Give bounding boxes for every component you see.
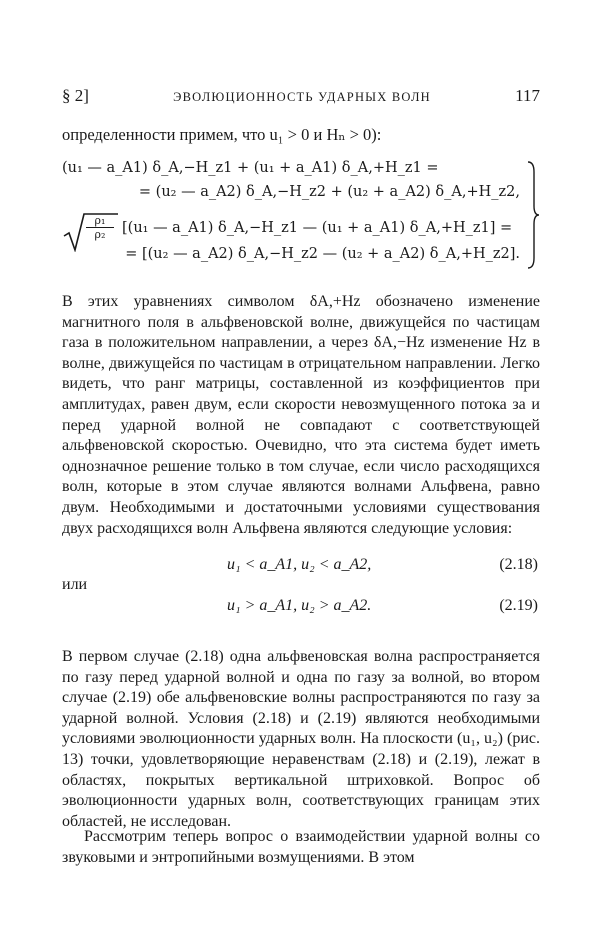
ratio-denominator: ρ₂ — [94, 228, 106, 241]
system-row-4: = [(u₂ — a_A2) δ_A,−H_z2 — (u₂ + a_A2) δ_A,+H_z2]. — [125, 246, 520, 262]
equation-2-18 — [62, 556, 540, 578]
system-row-3: [(u₁ — a_A1) δ_A,−H_z1 — (u₁ + a_A1) δ_A,+H_z1] = — [122, 220, 513, 236]
running-title: ЭВОЛЮЦИОННОСТЬ УДАРНЫХ ВОЛН — [173, 90, 431, 104]
equation-2-18-body: u₁ < a_A1, u₂ < a_A2, — [227, 556, 372, 573]
system-row-1: (u₁ — a_A1) δ_A,−H_z1 + (u₁ + a_A1) δ_A,+H_z1 = — [62, 160, 439, 176]
equation-2-19-number: (2.19) — [499, 597, 538, 614]
equation-2-19 — [62, 597, 540, 619]
running-header — [62, 86, 540, 106]
connector-word: или — [62, 576, 88, 593]
density-ratio — [86, 214, 114, 241]
equation-2-18-number: (2.18) — [499, 556, 538, 573]
right-brace — [526, 160, 540, 270]
lead-line: определенности примем, что u₁ > 0 и Hₙ > 0): — [62, 125, 382, 144]
section-mark: § 2] — [62, 86, 89, 105]
paragraph-2: В первом случае (2.18) одна альфвеновская волна распространяется по газу перед ударной волной и одна по газу за волной, во втором случае (2.19) обе альфвеновские волны распространяются по газу за ударной волной. Условия (2.18) и (2.19) являются необходимыми условиями эволюционности ударных волн. На плоскости (u₁, u₂) (рис. 13) точки, удовлетворяющие неравенствам (2.18) и (2.19), лежат в областях, покрытых вертикальной штриховкой. Вопрос об эволюционности ударных волн, соответствующих границам этих областей, не исследован. — [62, 648, 540, 830]
equation-system — [62, 160, 540, 272]
paragraph-3: Рассмотрим теперь вопрос о взаимодействии ударной волны со звуковыми и энтропийными возмущениями. В этом — [62, 828, 540, 866]
equation-2-19-body: u₁ > a_A1, u₂ > a_A2. — [227, 597, 372, 614]
ratio-numerator: ρ₁ — [86, 214, 114, 228]
page-number: 117 — [515, 86, 540, 105]
system-row-2: = (u₂ — a_A2) δ_A,−H_z2 + (u₂ + a_A2) δ_A,+H_z2, — [138, 184, 520, 200]
paragraph-1: В этих уравнениях символом δA,+Hz обозначено изменение магнитного поля в альфвеновской волне, движущейся по частицам газа в положительном направлении, а через δA,−Hz изменение Hz в волне, движущейся по частицам в отрицательном направлении. Легко видеть, что ранг матрицы, составленной из коэффициентов при амплитудах, равен двум, если скорости невозмущенного потока за и перед ударной волной не совпадают с соответствующей альфвеновской скоростью. Очевидно, что эта система будет иметь однозначное решение только в том случае, если число расходящихся волн, которые в этом случае являются волнами Альфвена, равно двум. Необходимыми и достаточными условиями существования двух расходящихся волн Альфвена являются следующие условия: — [62, 293, 540, 537]
